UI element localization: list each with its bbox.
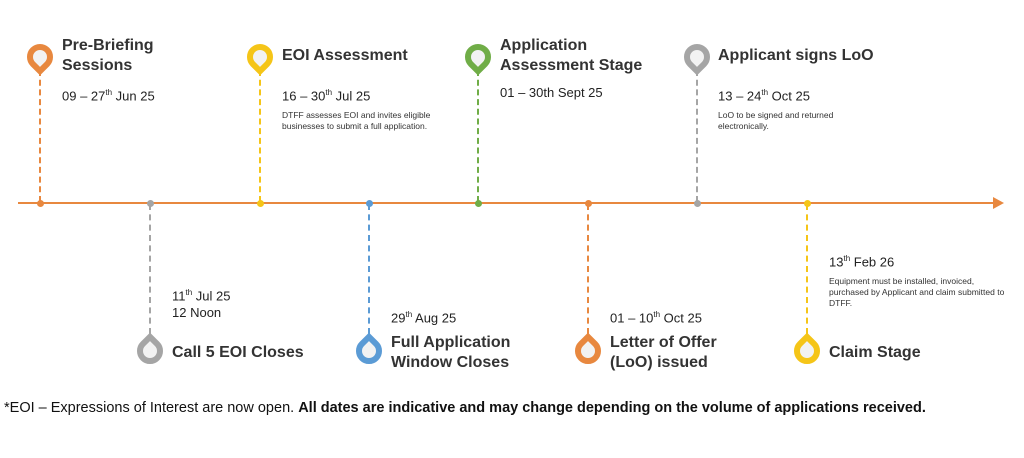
applicant-signs-dot xyxy=(694,200,701,207)
eoi-assessment-stem xyxy=(259,70,261,202)
timeline-axis xyxy=(18,202,994,204)
claim-stage-pin-icon xyxy=(789,333,826,370)
call5-time: 12 Noon xyxy=(172,305,222,320)
applicant-signs-pin-icon xyxy=(679,39,716,76)
eoi-assessment-title: EOI Assessment xyxy=(282,47,408,64)
call5-pin-icon xyxy=(132,333,169,370)
full-app-stem xyxy=(368,204,370,334)
loo-issued-title: Letter of Offer (LoO) issued xyxy=(610,334,717,371)
claim-stage-stem xyxy=(806,204,808,334)
full-app-pin-icon xyxy=(351,333,388,370)
pre-briefing-date: 09 – 27th Jun 25 xyxy=(62,88,155,104)
app-assessment-pin-icon xyxy=(460,39,497,76)
app-assessment-date: 01 – 30th Sept 25 xyxy=(500,85,603,100)
footnote xyxy=(4,398,1014,419)
call5-date: 11th Jul 25 xyxy=(172,288,231,304)
loo-issued-date: 01 – 10th Oct 25 xyxy=(610,310,702,326)
pre-briefing-pin-icon xyxy=(22,39,59,76)
call5-dot xyxy=(147,200,154,207)
loo-issued-dot xyxy=(585,200,592,207)
claim-stage-title: Claim Stage xyxy=(829,344,921,361)
claim-stage-dot xyxy=(804,200,811,207)
pre-briefing-dot xyxy=(37,200,44,207)
timeline-arrow-icon xyxy=(993,197,1004,209)
claim-stage-note: Equipment must be installed, invoiced, purchased by Applicant and claim submitted to DTFF. xyxy=(829,276,1005,308)
applicant-signs-date: 13 – 24th Oct 25 xyxy=(718,88,810,104)
footnote-normal: *EOI – Expressions of Interest are now open. xyxy=(4,400,299,416)
applicant-signs-stem xyxy=(696,70,698,202)
full-app-dot xyxy=(366,200,373,207)
full-app-date: 29th Aug 25 xyxy=(391,310,457,326)
applicant-signs-title: Applicant signs LoO xyxy=(718,47,874,64)
pre-briefing-title: Pre-Briefing Sessions xyxy=(62,37,154,74)
eoi-assessment-dot xyxy=(257,200,264,207)
eoi-assessment-note: DTFF assesses EOI and invites eligible businesses to submit a full application. xyxy=(282,110,431,131)
call5-title: Call 5 EOI Closes xyxy=(172,344,304,361)
app-assessment-dot xyxy=(475,200,482,207)
loo-issued-stem xyxy=(587,204,589,334)
claim-stage-date: 13th Feb 26 xyxy=(829,254,895,270)
applicant-signs-note: LoO to be signed and returned electronically. xyxy=(718,110,834,131)
pre-briefing-stem xyxy=(39,70,41,202)
app-assessment-stem xyxy=(477,70,479,202)
eoi-assessment-date: 16 – 30th Jul 25 xyxy=(282,88,371,104)
app-assessment-title: Application Assessment Stage xyxy=(500,37,643,74)
eoi-assessment-pin-icon xyxy=(242,39,279,76)
loo-issued-pin-icon xyxy=(570,333,607,370)
full-app-title: Full Application Window Closes xyxy=(391,334,511,371)
call5-stem xyxy=(149,204,151,334)
footnote-bold: All dates are indicative and may change depending on the volume of applications received. xyxy=(298,400,926,416)
